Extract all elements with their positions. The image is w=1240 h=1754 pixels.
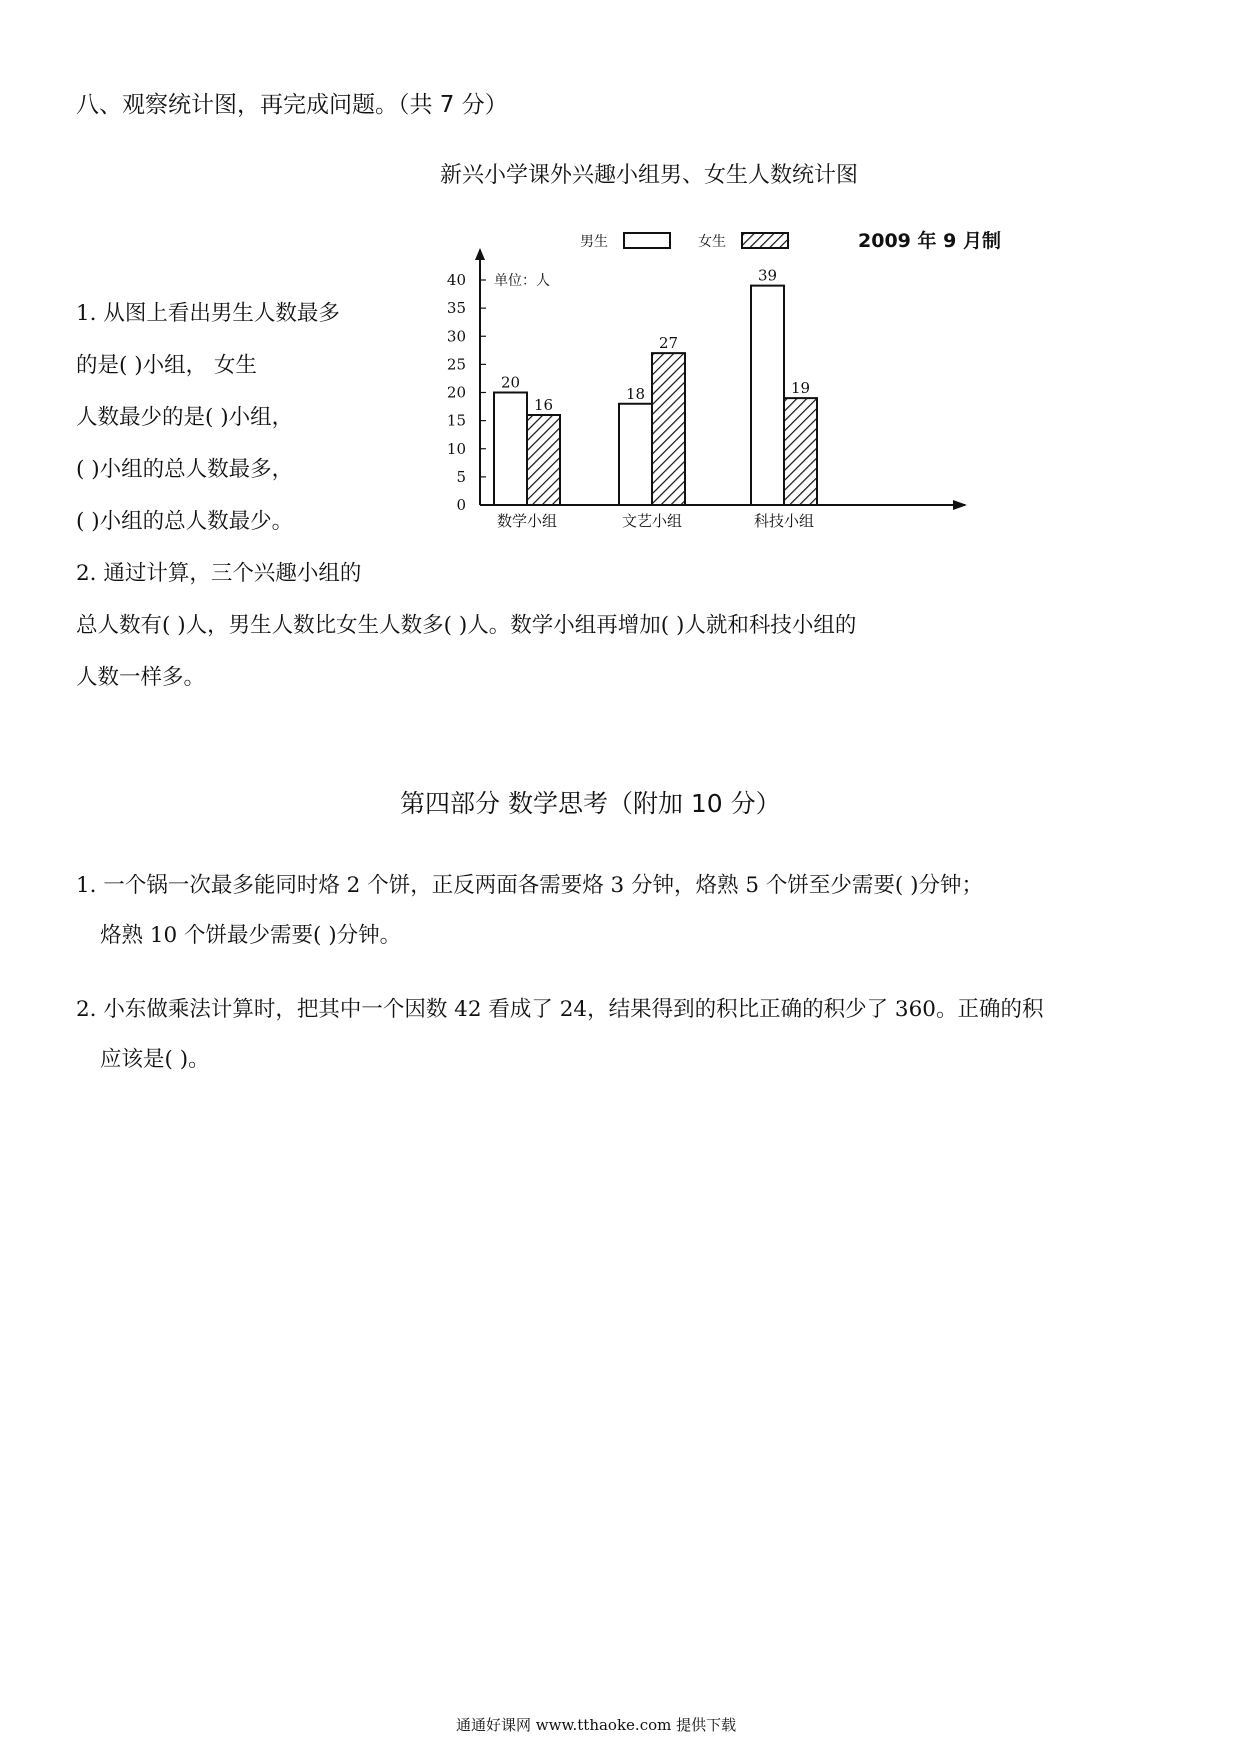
q1-line-4: ( )小组的总人数最多， — [76, 457, 294, 482]
s4-q2-line-1: 2. 小东做乘法计算时，把其中一个因数 42 看成了 24，结果得到的积比正确的积少了 360。正确的积 — [76, 997, 1044, 1022]
data-label: 19 — [790, 379, 811, 398]
s4-q1-line-2: 烙熟 10 个饼最少需要( )分钟。 — [100, 923, 402, 948]
legend-swatch-boys — [624, 233, 670, 248]
q1-line-3: 人数最少的是( )小组， — [76, 405, 294, 430]
x-axis-arrow — [953, 500, 967, 510]
section-four-heading: 第四部分 数学思考（附加 10 分） — [400, 789, 781, 818]
legend-label-boys: 男生 — [580, 234, 608, 250]
bar-boys-1 — [619, 404, 652, 505]
y-tick-label: 5 — [456, 467, 466, 486]
q2-line-1: 2. 通过计算，三个兴趣小组的 — [76, 561, 362, 586]
y-axis-arrow — [475, 248, 485, 260]
bar-boys-2 — [751, 286, 784, 505]
bar-boys-0 — [494, 393, 527, 506]
y-tick-label: 30 — [446, 327, 466, 346]
data-label: 18 — [625, 384, 646, 403]
q1-line-1: 1. 从图上看出男生人数最多 — [76, 301, 340, 326]
y-tick-label: 35 — [446, 299, 466, 318]
unit-label: 单位：人 — [494, 273, 550, 289]
q2-line-3: 人数一样多。 — [76, 665, 206, 690]
bar-girls-0 — [527, 415, 560, 505]
bar-girls-2 — [784, 398, 817, 505]
s4-q1-line-1: 1. 一个锅一次最多能同时烙 2 个饼，正反两面各需要烙 3 分钟，烙熟 5 个饼至少需要( )分钟； — [76, 873, 984, 898]
y-tick-label: 20 — [446, 383, 466, 402]
y-tick-label: 10 — [446, 439, 466, 458]
y-tick-label: 40 — [446, 271, 466, 289]
data-label: 20 — [500, 373, 521, 392]
q1-line-2: 的是( )小组， 女生 — [76, 353, 257, 378]
bar-girls-1 — [652, 353, 685, 505]
y-tick-label: 15 — [446, 411, 466, 430]
chart-date-note: 2009 年 9 月制 — [858, 230, 1001, 252]
s4-q2-line-2: 应该是( )。 — [100, 1047, 210, 1072]
footer-credit: 通通好课网 www.tthaoke.com 提供下载 — [456, 1716, 737, 1734]
data-label: 27 — [658, 334, 679, 353]
category-label: 数学小组 — [496, 512, 558, 530]
y-tick-label: 25 — [446, 355, 466, 374]
data-label: 16 — [533, 396, 554, 414]
data-label: 39 — [757, 266, 778, 285]
category-label: 文艺小组 — [621, 512, 683, 530]
chart-title: 新兴小学课外兴趣小组男、女生人数统计图 — [440, 163, 859, 188]
legend-label-girls: 女生 — [698, 234, 726, 250]
legend-swatch-girls — [742, 233, 788, 248]
category-label: 科技小组 — [753, 512, 815, 530]
q2-line-2: 总人数有( )人，男生人数比女生人数多( )人。数学小组再增加( )人就和科技小组的 — [76, 613, 857, 638]
y-tick-label: 0 — [456, 496, 466, 514]
section-eight-heading: 八、观察统计图，再完成问题。（共 7 分） — [76, 92, 508, 118]
q1-line-5: ( )小组的总人数最少。 — [76, 509, 294, 534]
